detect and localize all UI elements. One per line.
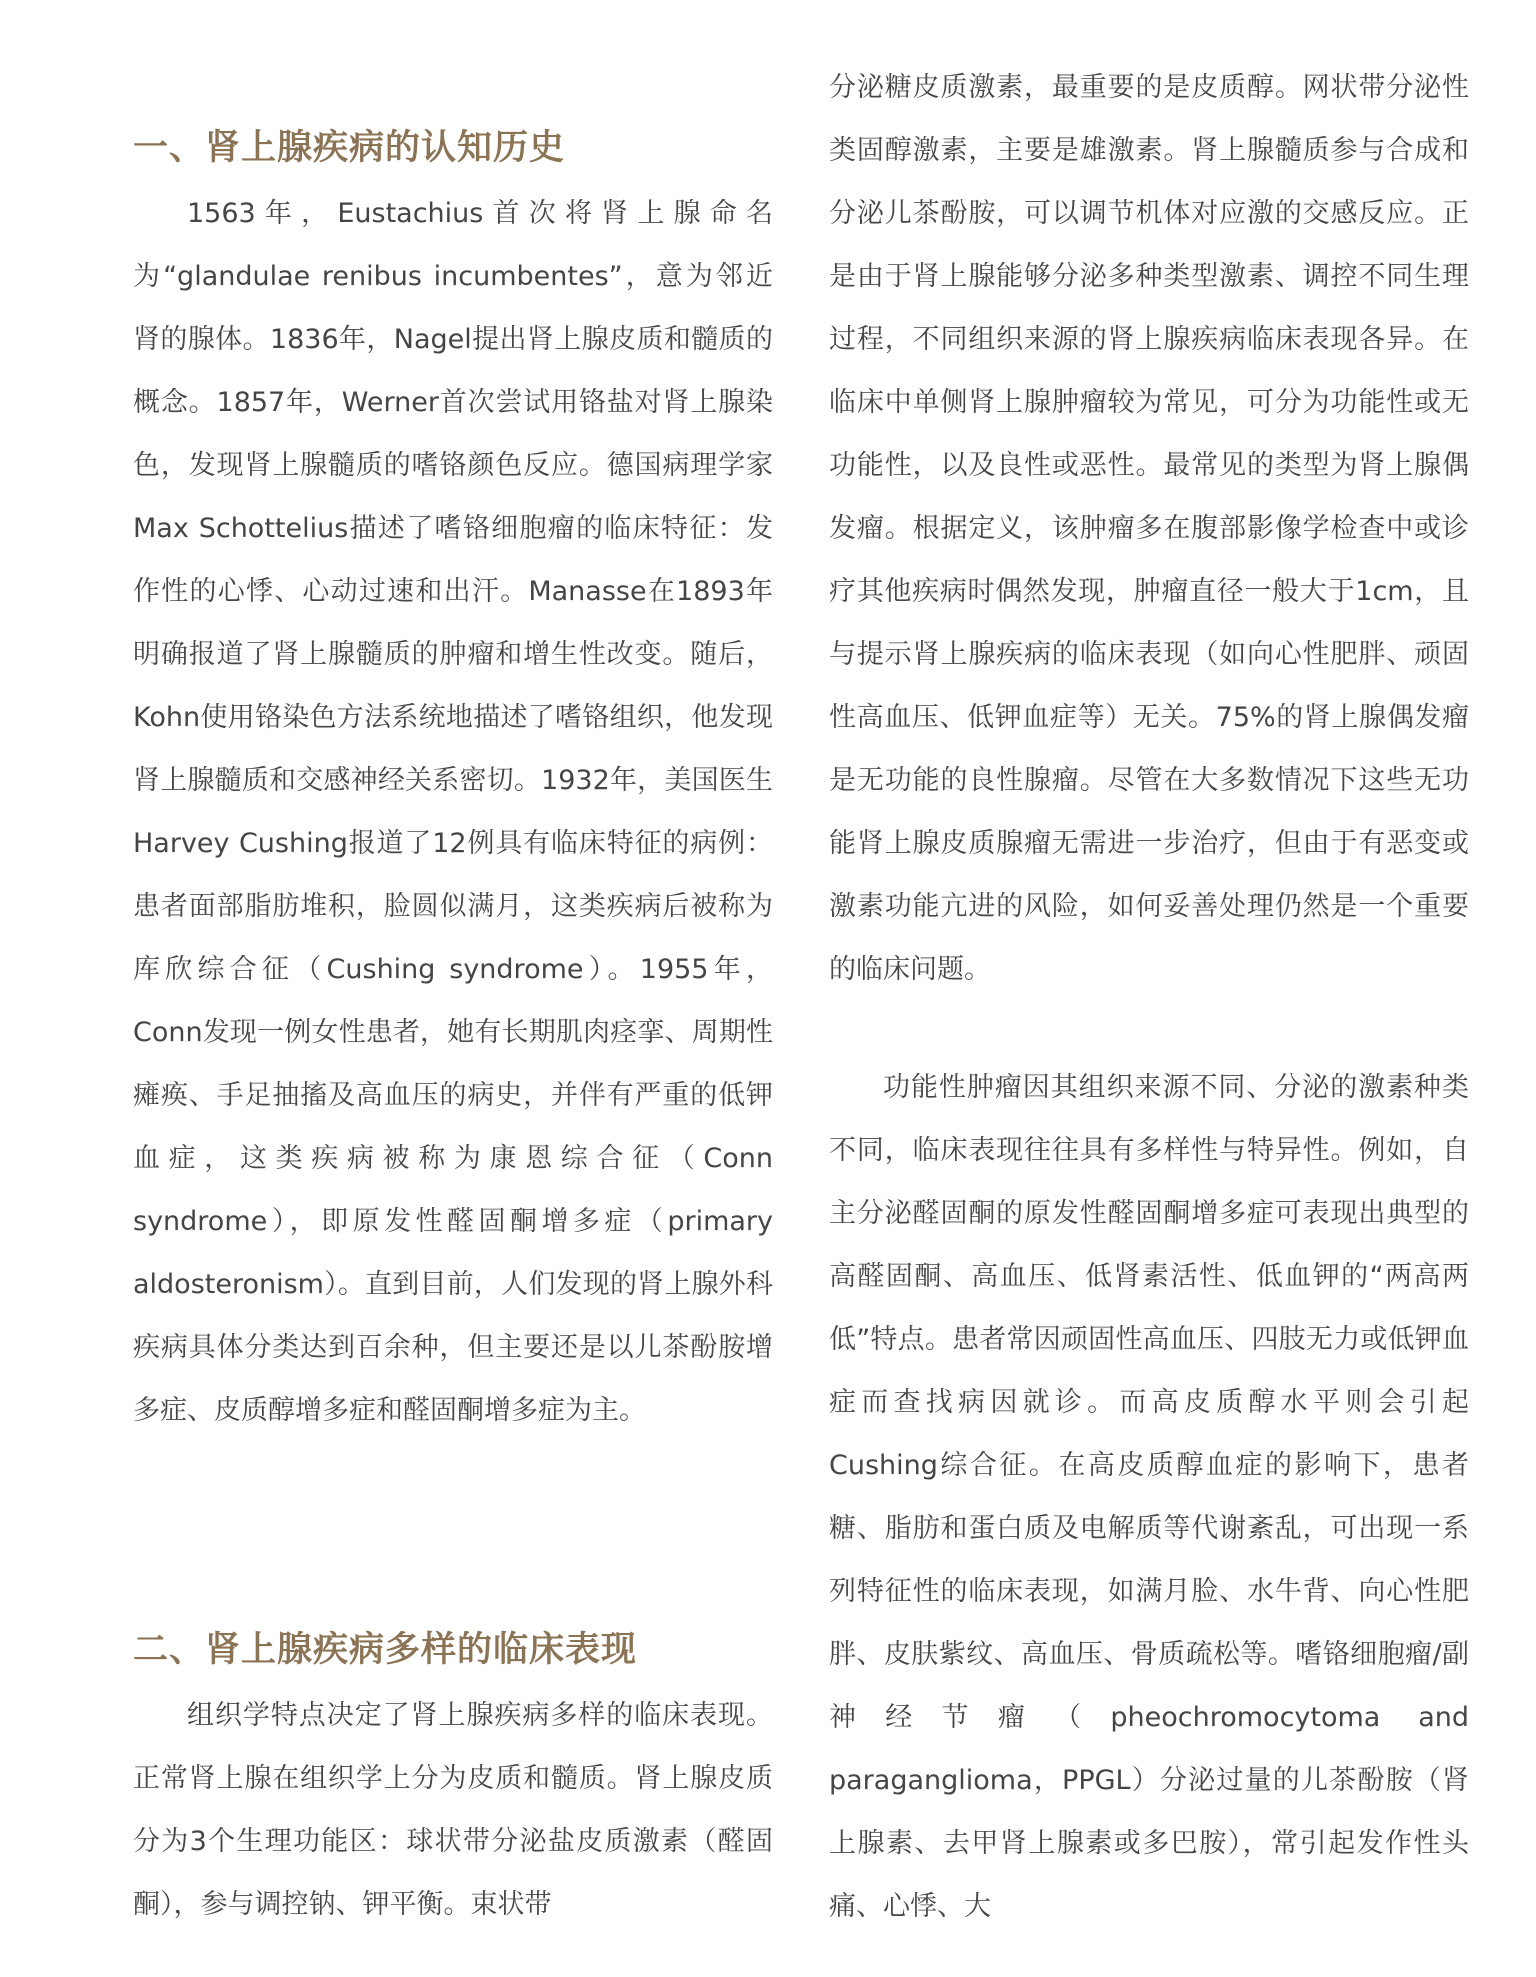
paragraph-functional-tumors: 功能性肿瘤因其组织来源不同、分泌的激素种类不同，临床表现往往具有多样性与特异性。例如，自主分泌醛固酮的原发性醛固酮增多症可表现出典型的高醛固酮、高血压、低肾素活性、低血钾的“两高两低”特点。患者常因顽固性高血压、四肢无力或低钾血症而查找病因就诊。而高皮质醇水平则会引起Cushing综合征。在高皮质醇血症的影响下，患者糖、脂肪和蛋白质及电解质等代谢紊乱，可出现一系列特征性的临床表现，如满月脸、水牛背、向心性肥胖、皮肤紫纹、高血压、骨质疏松等。嗜铬细胞瘤/副神经节瘤（pheochromocytoma and paraganglioma，PPGL）分泌过量的儿茶酚胺（肾上腺素、去甲肾上腺素或多巴胺），常引起发作性头痛、心悸、大 — [829, 1072, 1469, 1922]
paragraph-cognition-history: 1563年，Eustachius首次将肾上腺命名为“glandulae renibus incumbentes”，意为邻近肾的腺体。1836年，Nagel提出肾上腺皮质和髓质的概念。1857年，Werner首次尝试用铬盐对肾上腺染色，发现肾上腺髓质的嗜铬颜色反应。德国病理学家Max Schottelius描述了嗜铬细胞瘤的临床特征：发作性的心悸、心动过速和出汗。Manasse在1893年明确报道了肾上腺髓质的肿瘤和增生性改变。随后，Kohn使用铬染色方法系统地描述了嗜铬组织，他发现肾上腺髓质和交感神经关系密切。1932年，美国医生Harvey Cushing报道了12例具有临床特征的病例：患者面部脂肪堆积，脸圆似满月，这类疾病后被称为库欣综合征（Cushing syndrome）。1955年，Conn发现一例女性患者，她有长期肌肉痉挛、周期性瘫痪、手足抽搐及高血压的病史，并伴有严重的低钾血症，这类疾病被称为康恩综合征（Conn syndrome），即原发性醛固酮增多症（primary aldosteronism）。直到目前，人们发现的肾上腺外科疾病具体分类达到百余种，但主要还是以儿茶酚胺增多症、皮质醇增多症和醛固酮增多症为主。 — [133, 198, 773, 1426]
section-heading-cognition-history: 一、肾上腺疾病的认知历史 — [133, 127, 566, 168]
paragraph-histology-start: 组织学特点决定了肾上腺疾病多样的临床表现。正常肾上腺在组织学上分为皮质和髓质。肾上腺皮质分为3个生理功能区：球状带分泌盐皮质激素（醛固酮），参与调控钠、钾平衡。束状带 — [133, 1700, 773, 1920]
paragraph-hormones-continued: 分泌糖皮质激素，最重要的是皮质醇。网状带分泌性类固醇激素，主要是雄激素。肾上腺髓质参与合成和分泌儿茶酚胺，可以调节机体对应激的交感反应。正是由于肾上腺能够分泌多种类型激素、调控不同生理过程，不同组织来源的肾上腺疾病临床表现各异。在临床中单侧肾上腺肿瘤较为常见，可分为功能性或无功能性，以及良性或恶性。最常见的类型为肾上腺偶发瘤。根据定义，该肿瘤多在腹部影像学检查中或诊疗其他疾病时偶然发现，肿瘤直径一般大于1cm，且与提示肾上腺疾病的临床表现（如向心性肥胖、顽固性高血压、低钾血症等）无关。75%的肾上腺偶发瘤是无功能的良性腺瘤。尽管在大多数情况下这些无功能肾上腺皮质腺瘤无需进一步治疗，但由于有恶变或激素功能亢进的风险，如何妥善处理仍然是一个重要的临床问题。 — [829, 72, 1469, 985]
section-heading-clinical-manifestations: 二、肾上腺疾病多样的临床表现 — [133, 1629, 638, 1670]
